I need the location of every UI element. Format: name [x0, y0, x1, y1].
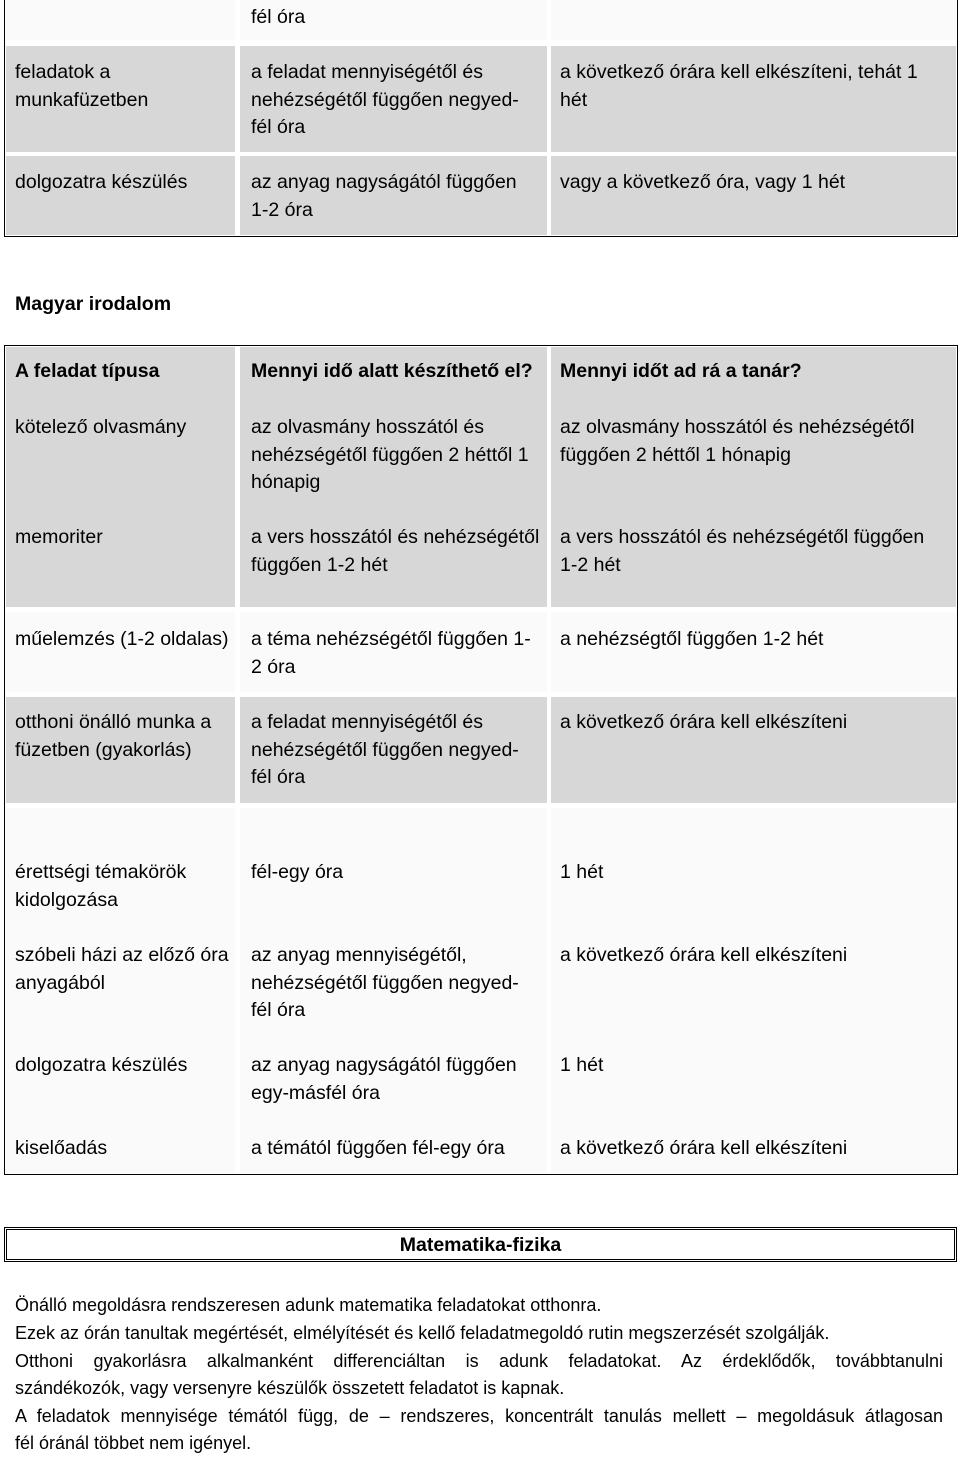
lit-block1-col0: [6, 347, 235, 607]
lit-row5-given: a következő órára kell elkészíteni: [560, 944, 848, 966]
lit-row0-time: az olvasmány hosszától és nehézségétől függően 2 héttől 1 hónapig: [251, 416, 529, 493]
lit-row4-given: 1 hét: [560, 861, 604, 883]
lit-row5-time: az anyag mennyiségétől, nehézségétől függően negyed-fél óra: [251, 944, 519, 1021]
top-row1-time: a feladat mennyiségétől és nehézségétől függően negyed-fél óra: [251, 61, 519, 138]
math-line-5: A feladatok mennyisége témától függ, de – rendszeres, koncentrált tanulás mellett – megoldásuk átlagosan: [15, 1406, 943, 1426]
lit-row7-given: a következő órára kell elkészíteni: [560, 1137, 848, 1159]
lit-row4-task: érettségi témakörök kidolgozása: [15, 861, 187, 911]
math-line-4: szándékozók, vagy versenyre készülők összetett feladatot is kapnak.: [15, 1378, 565, 1398]
lit-row1-task: memoriter: [15, 526, 103, 548]
lit-row7-task: kiselőadás: [15, 1137, 108, 1159]
math-line-3: Otthoni gyakorlásra alkalmanként differenciáltan is adunk feladatokat. Az érdeklődők, továbbtanulni: [15, 1351, 943, 1371]
math-line-1: Önálló megoldásra rendszeresen adunk matematika feladatokat otthonra.: [15, 1295, 602, 1315]
top-row1-task: feladatok a munkafüzetben: [15, 61, 149, 111]
lit-row5-task: szóbeli házi az előző óra anyagából: [15, 944, 229, 994]
top-row2-given: vagy a következő óra, vagy 1 hét: [560, 171, 846, 193]
math-title-box: [4, 1227, 957, 1262]
top-row0-time: fél óra: [251, 6, 306, 28]
top-row1-given: a következő órára kell elkészíteni, tehát 1 hét: [560, 61, 918, 111]
lit-row3-given: a következő órára kell elkészíteni: [560, 711, 848, 733]
lit-row0-task: kötelező olvasmány: [15, 416, 187, 438]
math-title: Matematika-fizika: [399, 1234, 562, 1256]
math-line-2: Ezek az órán tanultak megértését, elmélyítését és kellő feladatmegoldó rutin megszerzését szolgálják.: [15, 1323, 830, 1343]
lit-row1-given: a vers hosszától és nehézségétől függően 1-2 hét: [560, 526, 925, 576]
lit-row6-task: dolgozatra készülés: [15, 1054, 188, 1076]
lit-row7-time: a témától függően fél-egy óra: [251, 1137, 505, 1159]
lit-row1-time: a vers hosszától és nehézségétől függően 1-2 hét: [251, 526, 540, 576]
lit-row0-given: az olvasmány hosszától és nehézségétől függően 2 héttől 1 hónapig: [560, 416, 915, 466]
top-row2-time: az anyag nagyságától függően 1-2 óra: [251, 171, 517, 221]
lit-row2-task: műelemzés (1-2 oldalas): [15, 628, 229, 650]
lit-header-task: A feladat típusa: [15, 360, 160, 382]
lit-row3-task: otthoni önálló munka a füzetben (gyakorlás): [15, 711, 212, 761]
lit-header-time: Mennyi idő alatt készíthető el?: [251, 360, 533, 382]
lit-row2-time: a téma nehézségétől függően 1-2 óra: [251, 628, 531, 678]
lit-row3-time: a feladat mennyiségétől és nehézségétől függően negyed-fél óra: [251, 711, 519, 788]
top-cell-0-2: [551, 0, 956, 40]
lit-header-given: Mennyi időt ad rá a tanár?: [560, 360, 802, 382]
top-row2-task: dolgozatra készülés: [15, 171, 188, 193]
section-title: Magyar irodalom: [15, 293, 172, 315]
top-cell-0-0: [6, 0, 235, 40]
lit-row2-given: a nehézségtől függően 1-2 hét: [560, 628, 824, 650]
lit-row6-given: 1 hét: [560, 1054, 604, 1076]
math-line-6: fél óránál többet nem igényel.: [15, 1433, 252, 1453]
lit-row6-time: az anyag nagyságától függően egy-másfél óra: [251, 1054, 517, 1104]
lit-row4-time: fél-egy óra: [251, 861, 344, 883]
